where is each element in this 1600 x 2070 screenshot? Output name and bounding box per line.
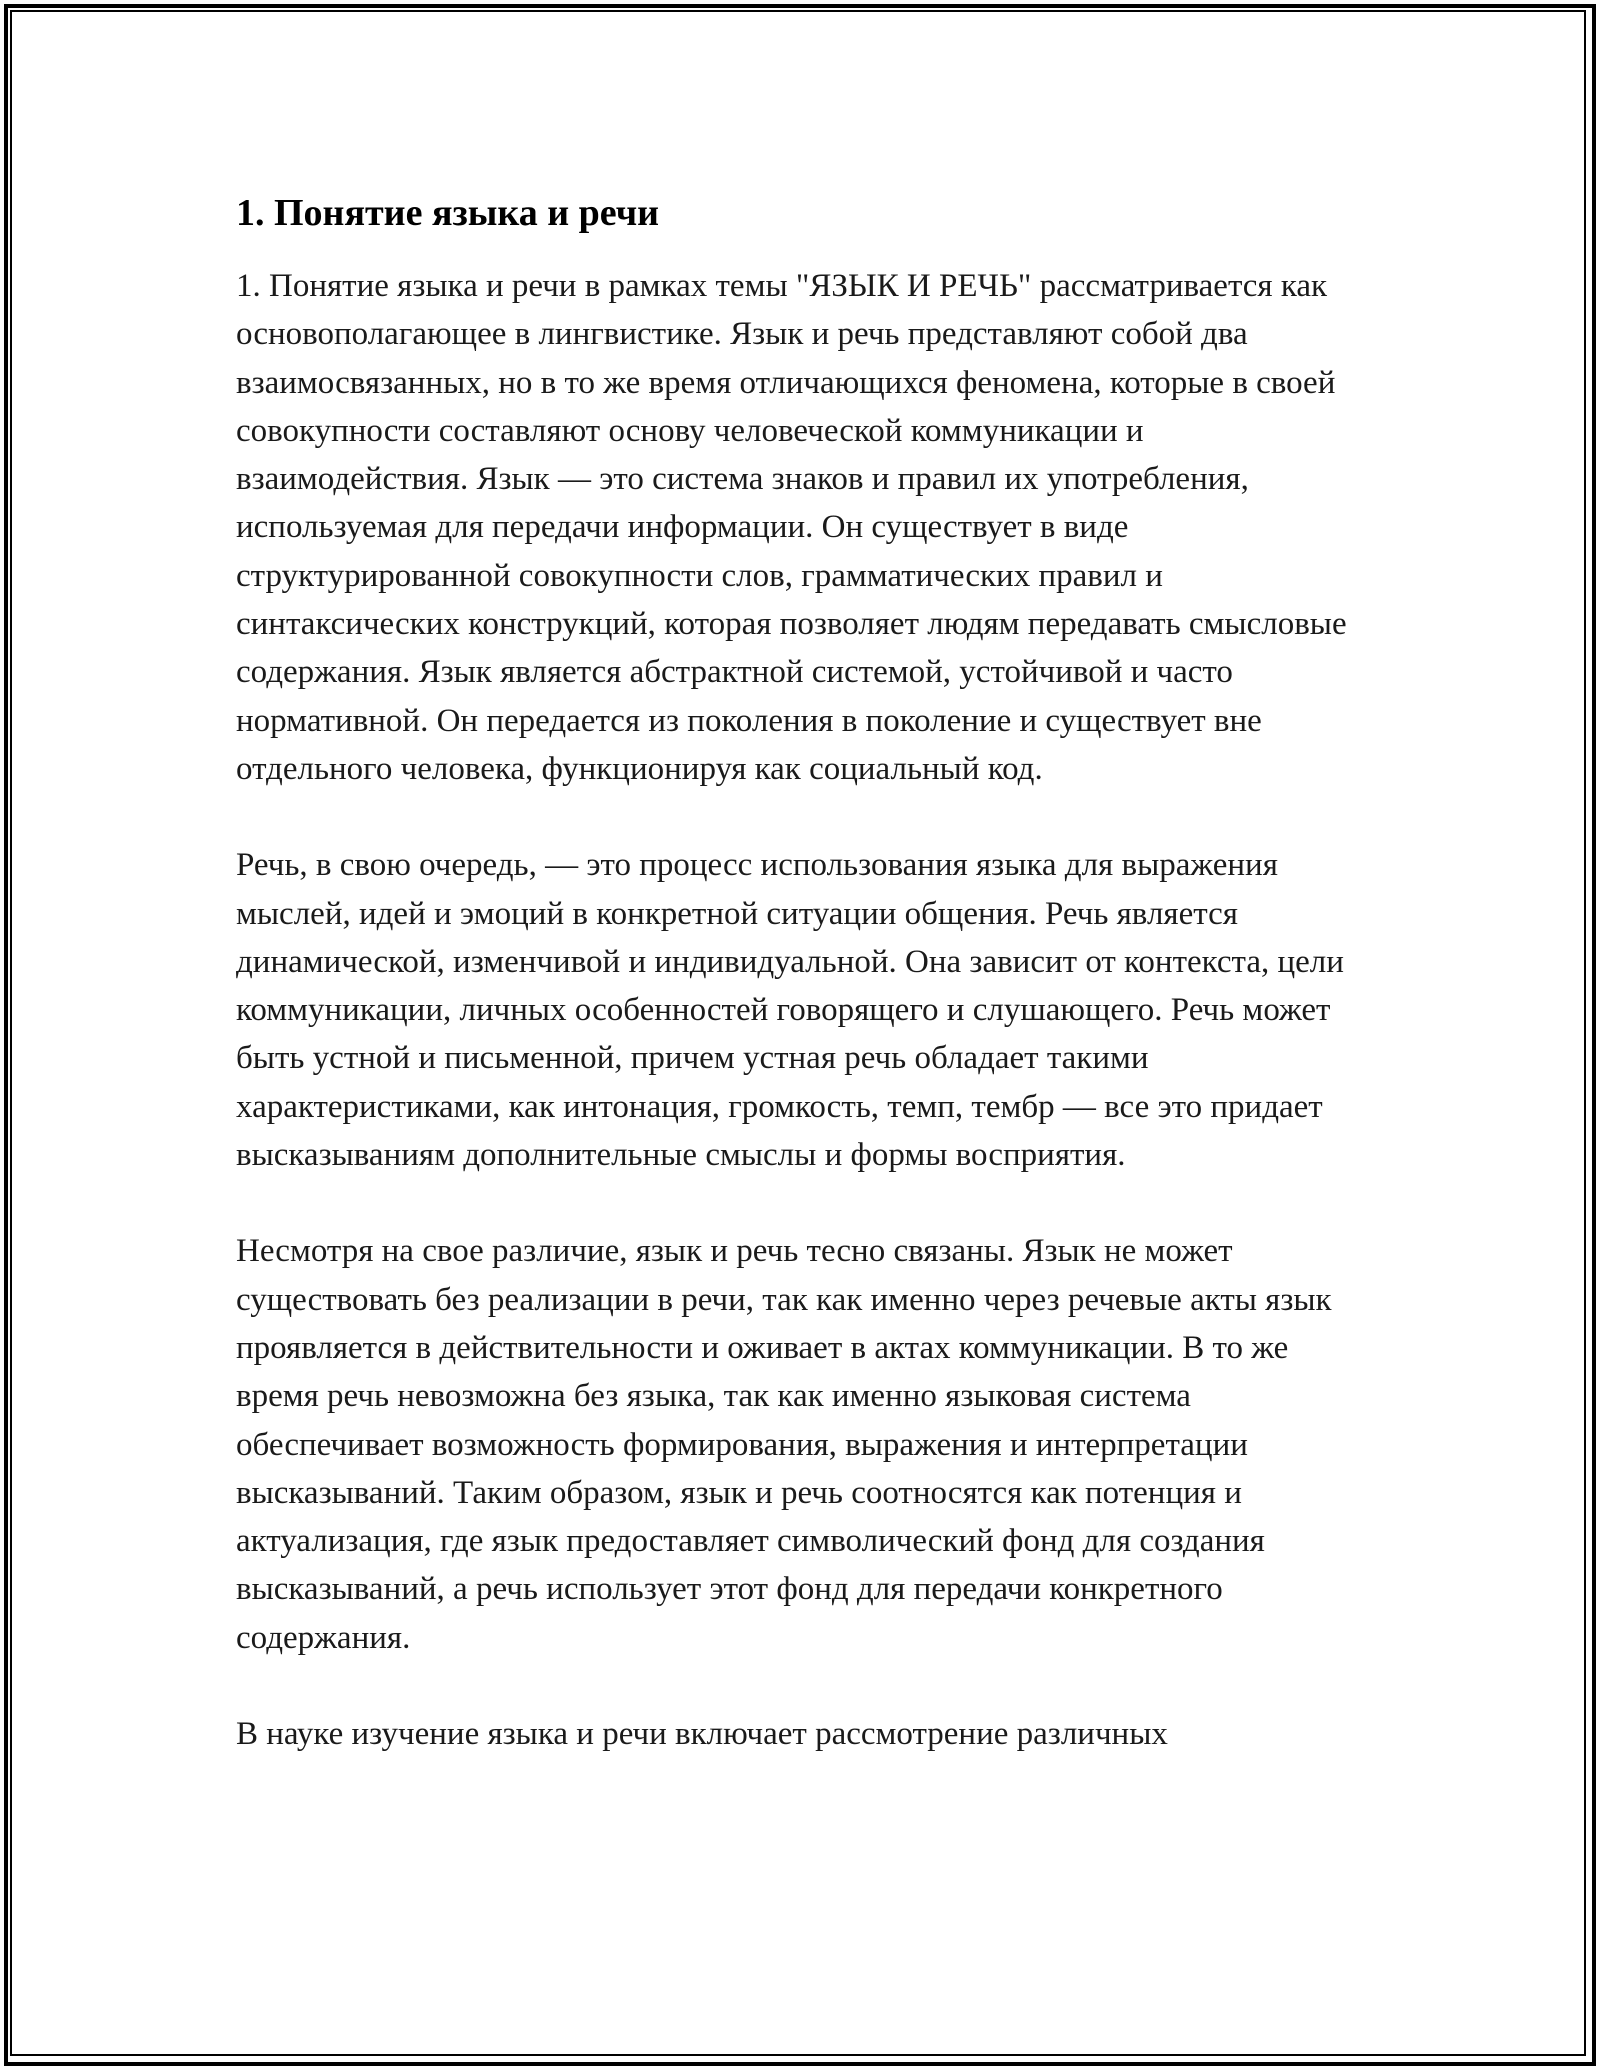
- paragraph-4: В науке изучение языка и речи включает рассмотрение различных: [236, 1716, 1168, 1753]
- section-heading: 1. Понятие языка и речи: [236, 192, 660, 234]
- document-body: [236, 186, 1366, 1806]
- paragraph-3: Несмотря на свое различие, язык и речь тесно связаны. Язык не может существовать без реализации в речи, так как именно через речевые акты язык проявляется в действительности и оживает в актах коммуникации. В то же время речь невозможна без языка, так как именно языковая система обеспечивает возможность формирования, выражения и интерпретации высказываний. Таким образом, язык и речь соотносятся как потенция и актуализация, где язык предоставляет символический фонд для создания высказываний, а речь использует этот фонд для передачи конкретного содержания.: [236, 1233, 1332, 1656]
- paragraph-2: Речь, в свою очередь, — это процесс использования языка для выражения мыслей, идей и эмоций в конкретной ситуации общения. Речь является динамической, изменчивой и индивидуальной. Она зависит от контекста, цели коммуникации, личных особенностей говорящего и слушающего. Речь может быть устной и письменной, причем устная речь обладает такими характеристиками, как интонация, громкость, темп, тембр — все это придает высказываниям дополнительные смыслы и формы восприятия.: [236, 847, 1344, 1174]
- paragraph-1: 1. Понятие языка и речи в рамках темы "ЯЗЫК И РЕЧЬ" рассматривается как основополагающее в лингвистике. Язык и речь представляют собой два взаимосвязанных, но в то же время отличающихся феномена, которые в своей совокупности составляют основу человеческой коммуникации и взаимодействия. Язык — это система знаков и правил их употребления, используемая для передачи информации. Он существует в виде структурированной совокупности слов, грамматических правил и синтаксических конструкций, которая позволяет людям передавать смысловые содержания. Язык является абстрактной системой, устойчивой и часто нормативной. Он передается из поколения в поколение и существует вне отдельного человека, функционируя как социальный код.: [236, 268, 1347, 787]
